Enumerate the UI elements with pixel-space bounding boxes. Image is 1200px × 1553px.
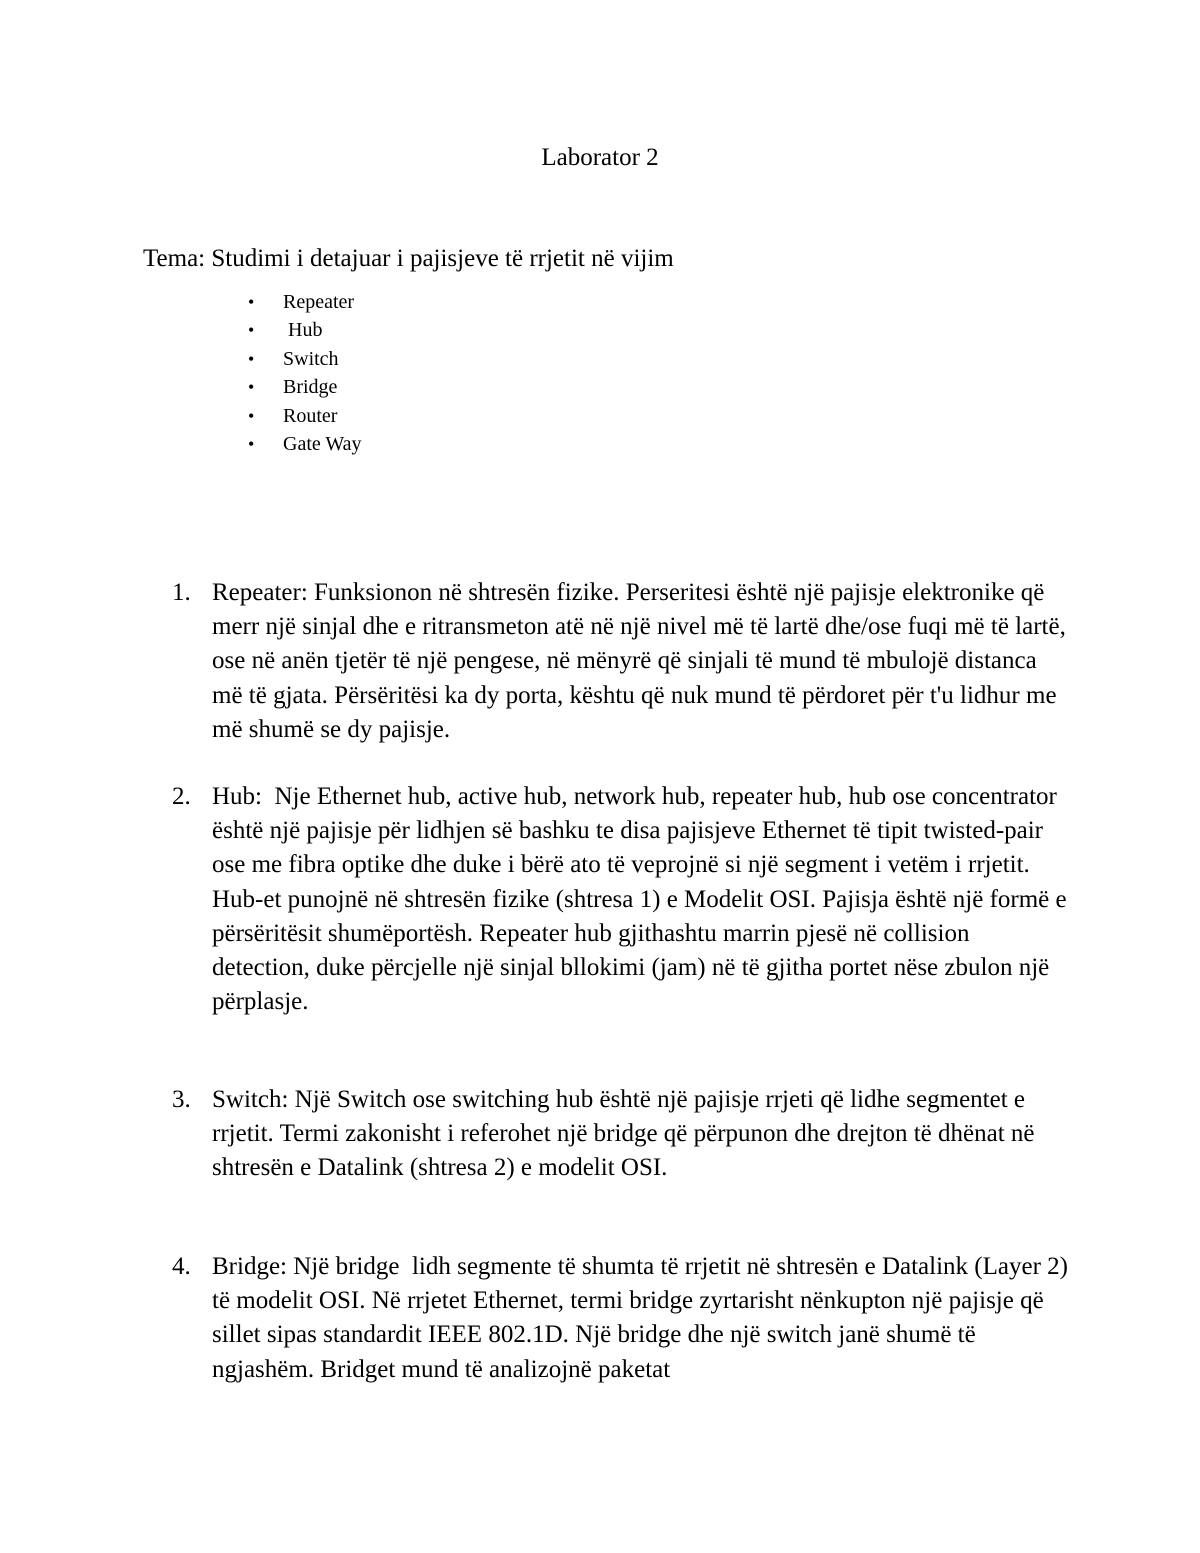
bullet-item xyxy=(236,316,362,344)
bullet-dot-icon: • xyxy=(248,292,255,312)
bullet-dot-icon: • xyxy=(248,377,255,398)
bullet-label: Router xyxy=(283,404,338,427)
page-title: Laborator 2 xyxy=(541,144,659,171)
list-item-number: 4. xyxy=(172,1253,191,1280)
bullet-item xyxy=(236,430,362,458)
device-bullet-list xyxy=(236,288,362,458)
list-item xyxy=(172,1250,1075,1387)
bullet-dot-icon: • xyxy=(248,405,255,426)
list-item-text: Bridge: Një bridge lidh segmente të shumta të rrjetit në shtresën e Datalink (Layer 2) të modelit OSI. Në rrjetet Ethernet, termi bridge zyrtarisht nënkupton një pajisje që sillet sipas standardit IEEE 802.1D. Një bridge dhe një switch janë shumë të ngjashëm. Bridget mund të analizojnë paketat xyxy=(212,1253,1075,1383)
list-item xyxy=(172,780,1072,1019)
bullet-item xyxy=(236,373,362,401)
bullet-label: Gate Way xyxy=(283,432,362,455)
list-item-number: 3. xyxy=(172,1086,191,1113)
bullet-dot-icon: • xyxy=(248,320,255,341)
bullet-dot-icon: • xyxy=(248,348,255,369)
bullet-item xyxy=(236,345,362,373)
bullet-item xyxy=(236,288,362,316)
bullet-label: Switch xyxy=(283,347,339,370)
list-item xyxy=(172,576,1072,747)
bullet-dot-icon: • xyxy=(248,433,255,454)
topic-heading: Tema: Studimi i detajuar i pajisjeve të rrjetit në vijim xyxy=(143,245,674,272)
list-item-text: Switch: Një Switch ose switching hub është një pajisje rrjeti që lidhe segmentet e rrjetit. Termi zakonisht i referohet një bridge që përpunon dhe drejton të dhënat në shtresën e Datalink (shtresa 2) e modelit OSI. xyxy=(212,1086,1035,1182)
bullet-label: Hub xyxy=(283,319,323,342)
bullet-label: Bridge xyxy=(283,376,338,399)
bullet-label: Repeater xyxy=(283,291,355,313)
list-item-text: Hub: Nje Ethernet hub, active hub, network hub, repeater hub, hub ose concentrator është një pajisje për lidhjen së bashku te disa pajisjeve Ethernet të tipit twisted-pair ose me fibra optike dhe duke i bërë ato të veprojnë si një segment i vetëm i rrjetit. Hub-et punojnë në shtresën fizike (shtresa 1) e Modelit OSI. Pajisja është një formë e përsëritësit shumëportësh. Repeater hub gjithashtu marrin pjesë në collision detection, duke përcjelle një sinjal bllokimi (jam) në të gjitha portet nëse zbulon një përplasje. xyxy=(212,783,1073,1016)
list-item-text: Repeater: Funksionon në shtresën fizike. Perseritesi është një pajisje elektronike që merr një sinjal dhe e ritransmeton atë në një nivel më të lartë dhe/ose fuqi më të lartë, ose në anën tjetër të një pengese, në mënyrë që sinjali të mund të mbulojë distanca më të gjata. Përsëritësi ka dy porta, kështu që nuk mund të përdoret për t'u lidhur me më shumë se dy pajisje. xyxy=(212,579,1066,743)
list-item-number: 2. xyxy=(172,783,191,810)
list-item xyxy=(172,1083,1072,1186)
bullet-item xyxy=(236,402,362,430)
list-item-number: 1. xyxy=(172,579,191,606)
